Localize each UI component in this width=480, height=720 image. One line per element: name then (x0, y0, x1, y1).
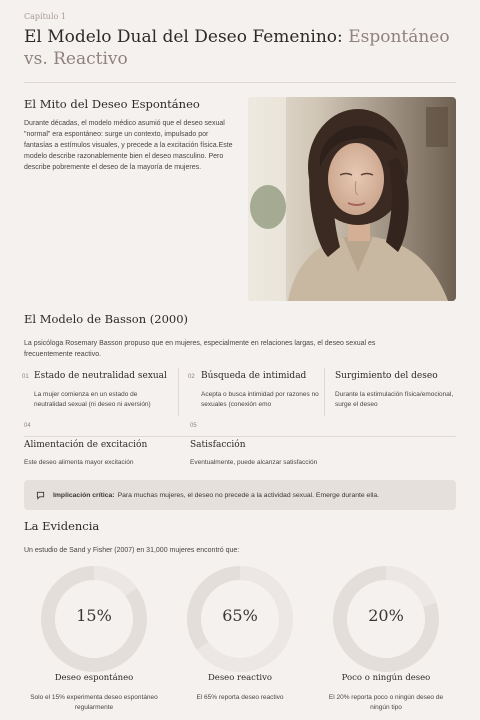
step-number: 02 (188, 374, 195, 380)
stat-description: El 65% reporta deseo reactivo (196, 694, 284, 701)
callout-label: Implicación crítica: (53, 491, 115, 499)
title-accent: Espontáneo vs. Reactivo (24, 27, 450, 69)
step-description: Eventualmente, puede alcanzar satisfacción (190, 459, 318, 466)
evidence-heading: La Evidencia (24, 519, 100, 533)
callout-text: Para muchas mujeres, el deseo no precede a la actividad sexual. Emerge durante ella. (117, 491, 380, 499)
steps-row-divider (24, 436, 456, 437)
myth-body: Durante décadas, el modelo médico asumió que el deseo sexual "normal" era espontáneo: surge un contexto, impulsado por fantasías a estímulos visuales, y precede a la excitación física.Este modelo describe razonablemente bien el deseo masculino. Pero describe pobremente el deseo de la mayoría de mujeres. (24, 120, 233, 171)
stat-label: Deseo reactivo (207, 673, 273, 683)
evidence-intro: Un estudio de Sand y Fisher (2007) en 31,000 mujeres encontró que: (24, 547, 240, 554)
basson-heading: El Modelo de Basson (2000) (24, 312, 189, 326)
header-divider (24, 82, 456, 83)
stat-value: 15% (76, 606, 112, 625)
critical-implication-callout (24, 480, 456, 510)
basson-intro: La psicóloga Rosemary Basson propuso que en mujeres, especialmente en relaciones largas, el deseo sexual es frecuentemente reactivo. (24, 340, 376, 358)
step-description: La mujer comienza en un estado de neutralidad sexual (ni deseo ni aversión) (34, 391, 151, 408)
step-divider (178, 368, 179, 416)
step-title: Estado de neutralidad sexual (34, 371, 167, 381)
stat-description: Solo el 15% experimenta deseo espontáneo regularmente (30, 694, 158, 711)
stat-value: 65% (222, 606, 258, 625)
step-description: Este deseo alimenta mayor excitación (24, 459, 134, 466)
speech-bubble-icon (36, 491, 45, 500)
step-description: Acepta o busca intimidad por razones no sexuales (conexión emo (201, 391, 319, 408)
step-title: Surgimiento del deseo (335, 371, 438, 381)
stat-label: Deseo espontáneo (54, 673, 134, 683)
step-divider (324, 368, 325, 416)
step-title: Búsqueda de intimidad (201, 371, 307, 381)
step-number: 01 (22, 374, 29, 380)
stat-description: El 20% reporta poco o ningún deseo de ningún tipo (328, 694, 444, 711)
stat-value: 20% (368, 606, 404, 625)
step-description: Durante la estimulación física/emocional, surge el deseo (335, 391, 454, 408)
title-main: El Modelo Dual del Deseo Femenino: (24, 27, 343, 47)
page-title (24, 26, 464, 70)
chapter-label: Capítulo 1 (24, 12, 66, 21)
stat-label: Poco o ningún deseo (341, 673, 431, 683)
step-title: Satisfacción (190, 440, 246, 450)
step-number: 05 (190, 423, 197, 429)
step-number: 04 (24, 423, 31, 429)
myth-heading: El Mito del Deseo Espontáneo (24, 97, 200, 111)
step-title: Alimentación de excitación (24, 440, 148, 450)
portrait-illustration (248, 97, 456, 301)
woman-portrait-image (248, 97, 456, 301)
